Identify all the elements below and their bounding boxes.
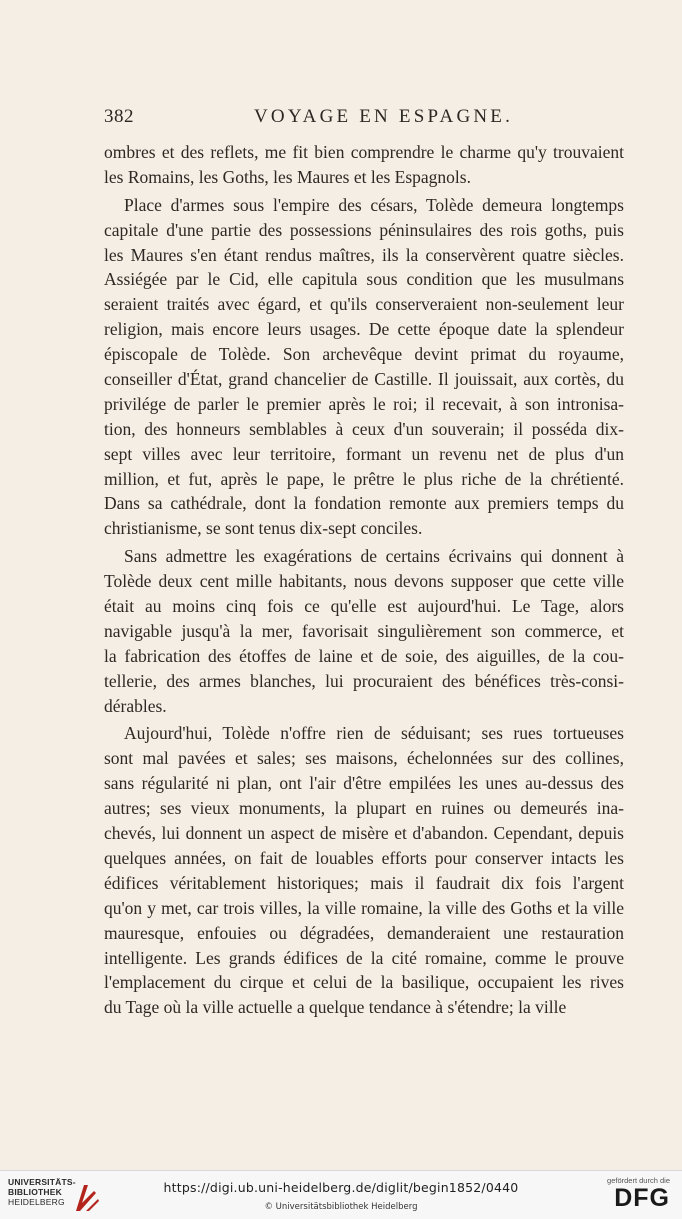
text-line: les Romains, les Goths, les Maures et les Espagnols. [104,166,471,187]
text-line: christianisme, se sont tenus dix-sept conciles. [104,518,423,539]
text-line: épiscopale de Tolède. Son archevêque devint primat du royaume, [104,344,624,365]
text-line: sont mal pavées et sales; ses maisons, échelonnées sur des collines, [104,748,624,769]
text-line: chevés, lui donnent un aspect de misère et d'abandon. Cependant, depuis [104,823,624,844]
text-line: qu'on y met, car trois villes, la ville romaine, la ville des Goths et la ville [104,897,624,918]
text-line: Place d'armes sous l'empire des césars, Tolède demeura longtemps [124,194,624,215]
text-line: capitale d'une partie des possessions péninsulaires des rois goths, puis [104,219,624,240]
page-header [104,106,624,132]
text-line: autres; ses vieux monuments, la plupart en ruines ou demeurés ina- [104,798,624,819]
text-line: conseiller d'État, grand chancelier de Castille. Il jouissait, aux cortès, du [104,369,624,390]
text-line: Assiégée par le Cid, elle capitula sous condition que les musulmans [104,269,624,290]
viewer-footer [0,1170,682,1219]
text-line: intelligente. Les grands édifices de la cité romaine, comme le prouve [104,947,624,968]
text-line: Aujourd'hui, Tolède n'offre rien de séduisant; ses rues tortueuses [124,723,624,744]
text-line: l'emplacement du cirque et celui de la basilique, occupaient les rives [104,972,624,993]
text-line: était au moins cinq fois ce qu'elle est aujourd'hui. Le Tage, alors [104,596,624,617]
text-line: sans régularité ni plan, ont l'air d'être empilées les unes au-dessus des [104,773,624,794]
text-line: tion, des honneurs semblables à ceux d'un souverain; il posséda dix- [104,418,624,439]
text-line: ombres et des reflets, me fit bien comprendre le charme qu'y trouvaient [104,142,624,162]
text-line: quelques années, on fait de louables efforts pour conserver intacts les [104,847,624,868]
permalink-url[interactable]: https://digi.ub.uni-heidelberg.de/diglit/begin1852/0440 [163,1180,519,1195]
text-line: navigable jusqu'à la mer, favorisait singulièrement son commerce, et [104,620,624,641]
library-name-line-2: BIBLIOTHEK [8,1187,62,1197]
text-line: la fabrication des étoffes de laine et de soie, des aiguilles, de la cou- [104,645,624,666]
dfg-logo[interactable]: DFG [614,1184,670,1212]
text-line: du Tage où la ville actuelle a quelque tendance à s'étendre; la ville [104,997,567,1018]
text-line: seraient traités avec égard, et qu'ils conserveraient non-seulement leur [104,294,624,315]
copyright-notice: © Universitätsbibliothek Heidelberg [264,1202,418,1212]
running-title: VOYAGE EN ESPAGNE. [254,106,514,127]
text-line: édifices véritablement historiques; mais il faudrait dix fois l'argent [104,872,624,893]
text-line: tellerie, des armes blanches, lui procuraient des bénéfices très-consi- [104,670,624,691]
text-line: Tolède deux cent mille habitants, nous devons supposer que cette ville [104,571,624,592]
text-line: million, et fut, après le pape, le prêtre le plus riche de la chrétienté. [104,468,624,489]
text-line: dérables. [104,695,167,716]
text-line: Dans sa cathédrale, dont la fondation remonte aux premiers temps du [104,493,624,514]
library-name-line-1: UNIVERSITÄTS- [8,1177,76,1187]
library-name-line-3: HEIDELBERG [8,1197,65,1207]
text-line: les Maures s'en étant rendus maîtres, ils la conservèrent quatre siècles. [104,244,624,265]
body-text [104,140,624,1020]
text-line: privilége de parler le premier après le roi; il recevait, à son intronisa- [104,393,624,414]
funded-by-label: gefördert durch die [607,1176,670,1185]
text-line: religion, mais encore leurs usages. De cette époque date la splendeur [104,319,624,340]
text-line: Sans admettre les exagérations de certains écrivains qui donnent à [124,546,624,567]
page-number: 382 [104,106,134,127]
text-line: mauresque, enfouies ou dégradées, demanderaient une restauration [104,922,624,943]
text-line: sept villes avec leur territoire, formant un revenu net de plus d'un [104,443,624,464]
